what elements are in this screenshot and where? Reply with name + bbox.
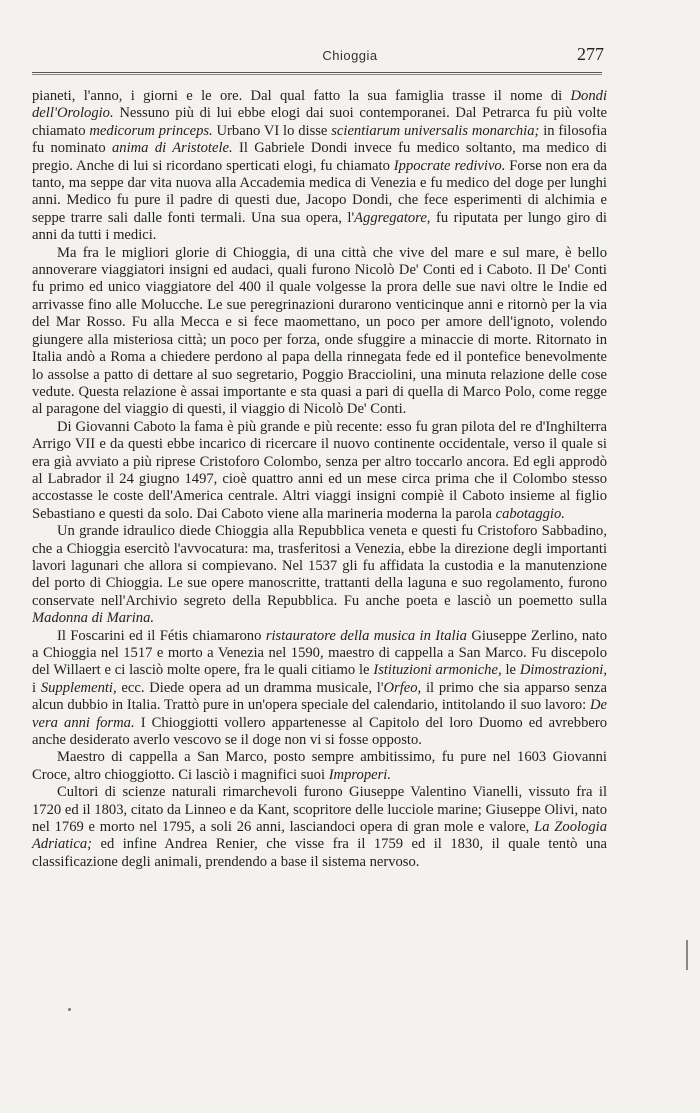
italic-text: cabotaggio.	[495, 505, 565, 522]
body-text	[32, 88, 607, 871]
italic-text: Ippocrate redivivo.	[393, 157, 506, 174]
paragraph-text: fu riputata per lungo giro di anni da tutti i medici.	[32, 209, 607, 244]
italic-text: La Zoologia Adriatica;	[32, 819, 608, 853]
paragraph-text: pianeti, l'anno, i giorni e le ore. Dal qual fatto la sua famiglia trasse il nome di	[32, 88, 571, 104]
paragraph-text: Urbano VI lo disse	[212, 122, 332, 139]
paragraph-text: Forse non era da tanto, ma seppe dar vita nuova alla Accademia medica di Venezia e fu medico del doge per lunghi anni. Medico fu pure il padre di questi due, Jacopo Dondi, che fece esperimenti di alchimia e seppe trarre sali dalle fonti termali. Una sua opera, l'	[32, 157, 607, 226]
paragraph-text: il primo che sia apparso senza alcun dubbio in Italia. Trattò pure in un'opera speciale del calendario, intitolando il suo lavoro:	[32, 679, 608, 714]
paragraph-text: i	[32, 679, 41, 696]
italic-text: Orfeo,	[383, 679, 422, 696]
paragraph	[32, 628, 607, 750]
italic-text: Aggregatore,	[354, 209, 431, 226]
page-header	[0, 0, 700, 80]
italic-text: medicorum princeps.	[89, 122, 213, 139]
italic-text: scientiarum universalis monarchia;	[331, 122, 540, 139]
paragraph	[32, 419, 607, 523]
paragraph-text: Giuseppe Zerlino, nato a Chioggia nel 1517 e morto a Venezia nel 1590, maestro di cappella a San Marco. Fu discepolo del Willaert e ci lasciò molte opere, fra le quali citiamo le	[32, 627, 607, 679]
paragraph-text: Il Foscarini ed il Fétis chiamarono	[57, 627, 266, 644]
paragraph-text: Maestro di cappella a San Marco, posto sempre ambitissimo, fu pure nel 1603 Giovanni Croce, altro chioggiotto. Ci lasciò i magnifici suoi	[32, 749, 607, 783]
header-rule-secondary	[32, 74, 602, 75]
paragraph	[32, 784, 607, 871]
italic-text: De vera anni forma.	[32, 697, 607, 731]
paragraph	[32, 88, 607, 245]
paragraph	[32, 245, 607, 419]
paragraph-text: in filosofia fu nominato	[32, 122, 607, 157]
paragraph-text: Il Gabriele Dondi invece fu medico soltanto, ma medico di pregio. Anche di lui si ricordano sperticati elogi, fu chiamato	[32, 140, 607, 174]
italic-text: Madonna di Marina.	[32, 610, 155, 627]
header-rule	[32, 72, 602, 73]
paragraph-text: Nessuno più di lui ebbe elogi dai suoi contemporanei. Dal Petrarca fu più volte chiamato	[32, 105, 607, 139]
paragraph-text: Cultori di scienze naturali rimarchevoli furono Giuseppe Valentino Vianelli, vissuto fra il 1720 ed il 1803, citato da Linneo e da Kant, scopritore delle lucciole marine; Giuseppe Olivi, nato nel 1769 e morto nel 1795, a soli 26 anni, lasciandoci opera di gran mole e valore,	[32, 784, 607, 836]
page-number: 277	[577, 44, 604, 64]
paragraph-text: Ma fra le migliori glorie di Chioggia, di una città che vive del mare e sul mare, è bello annoverare viaggiatori insigni ed audaci, quali furono Nicolò De' Conti ed i Caboto. Il De' Conti fu primo ed unico viaggiatore del 400 il quale volgesse la prora delle sue navi oltre le Indie ed arrivasse fino alle Molucche. Le sue peregrinazioni durarono venticinque anni e ritornò per la via del Mar Rosso. Fu alla Mecca e si fece maomettano, un poco per amore dell'ignoto, volendo giungere alla misteriosa città; un poco per forza, onde sfuggire a minaccie di morte. Ritornato in Italia andò a Roma a chiedere perdono al papa della rinnegata fede ed il pontefice benevolmente lo assolse a patto di dettare al suo segretario, Poggio Bracciolini, una minuta relazione delle cose vedute. Questa relazione è assai importante e sta quasi a pari di quella di Marco Polo, come regge al paragone del viaggio di questi, il viaggio di Nicolò De' Conti.	[32, 244, 607, 418]
paragraph-text: le	[501, 662, 520, 679]
italic-text: ristauratore della musica in Italia	[265, 627, 467, 644]
paragraph	[32, 749, 607, 784]
page-speck	[68, 1008, 71, 1011]
italic-text: Improperi.	[328, 766, 391, 783]
paragraph-text: I Chioggiotti vollero appartenesse al Capitolo del loro Duomo ed avrebbero anche desiderato averlo vescovo se il doge non vi si fosse opposto.	[32, 714, 607, 749]
paragraph-text: ed infine Andrea Renier, che visse fra il 1759 ed il 1830, il quale tentò una classificazione degli animali, prendendo a base il sistema nervoso.	[32, 836, 607, 870]
italic-text: Supplementi,	[40, 679, 117, 696]
paragraph-text: Un grande idraulico diede Chioggia alla Repubblica veneta e questi fu Cristoforo Sabbadino, che a Chioggia esercitò l'avvocatura: ma, trasferitosi a Venezia, ebbe la direzione degli importanti lavori lagunari che allora si compievano. Nel 1537 gli fu affidata la custodia e la manutenzione del porto di Chioggia. Le sue opere manoscritte, trattanti della laguna e suo regolamento, furono conservate nell'Archivio segreto della Repubblica. Fu anche poeta e lasciò un poemetto sulla	[32, 523, 607, 609]
running-title: Chioggia	[322, 48, 378, 63]
paragraph-text: Di Giovanni Caboto la fama è più grande e più recente: esso fu gran pilota del re d'Inghilterra Arrigo VII e da questi ebbe incarico di ricercare il nuovo continente occidentale, verso il quale si era già avviato a più riprese Cristoforo Colombo, senza per altro toccarlo ancora. Ed egli approdò al Labrador il 24 giugno 1497, cioè quattro anni ed un mese circa prima che il Colombo stesso accostasse le coste dell'America centrale. Altri viaggi insigni compiè il Caboto insieme al figlio Sebastiano e questi da solo. Dai Caboto viene alla marineria moderna la parola	[32, 418, 607, 522]
italic-text: Dondi dell'Orologio.	[32, 88, 607, 122]
italic-text: anima di Aristotele.	[111, 140, 233, 157]
paragraph-text: ecc. Diede opera ad un dramma musicale, l'	[116, 679, 384, 696]
italic-text: Dimostrazioni,	[519, 662, 607, 679]
margin-mark	[686, 940, 688, 970]
paragraph	[32, 523, 607, 627]
italic-text: Istituzioni armoniche,	[373, 662, 502, 679]
